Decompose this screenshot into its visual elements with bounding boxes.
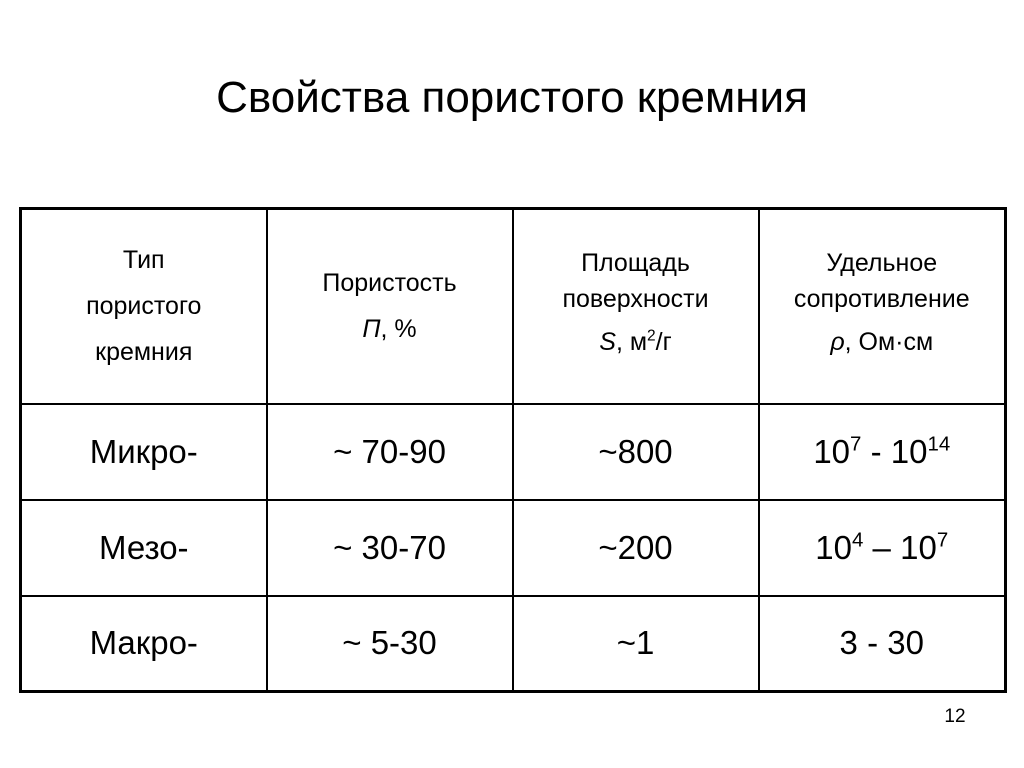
table-row	[21, 596, 1006, 692]
porosity-symbol: П	[362, 315, 381, 344]
resistivity-base-low: 10	[813, 432, 851, 470]
header-area-line2: поверхности	[562, 285, 709, 314]
area-unit-suffix: /г	[655, 328, 672, 357]
header-type-line3: кремния	[95, 338, 193, 367]
area-unit-prefix: , м	[615, 328, 648, 357]
resistivity-exp-high: 14	[927, 431, 951, 455]
resistivity-exp-high: 7	[936, 527, 949, 551]
porosity-unit-text: , %	[380, 315, 417, 344]
header-area-line1: Площадь	[581, 249, 690, 278]
table-header-row	[21, 209, 1006, 404]
cell-porosity: ~ 30-70	[267, 500, 513, 596]
cell-resistivity: 3 - 30	[759, 596, 1006, 692]
resistivity-symbol: ρ	[830, 328, 845, 357]
table-row	[21, 404, 1006, 500]
cell-porosity: ~ 70-90	[267, 404, 513, 500]
resistivity-exp-low: 4	[852, 527, 864, 551]
slide-title: Свойства пористого кремния	[216, 73, 808, 122]
resistivity-base-low: 10	[815, 528, 853, 566]
cell-type: Мезо-	[21, 500, 267, 596]
page-number: 12	[944, 706, 966, 727]
cell-area: ~800	[513, 404, 759, 500]
resistivity-unit-prefix: , Ом	[844, 328, 896, 357]
resistivity-separator: -	[861, 432, 891, 470]
header-resistivity-line1: Удельное	[826, 249, 938, 278]
header-resistivity-line2: сопротивление	[793, 285, 970, 314]
header-type	[21, 209, 267, 404]
header-porosity-label: Пористость	[322, 269, 457, 298]
area-symbol: S	[599, 328, 616, 357]
area-unit-exponent: 2	[647, 327, 656, 345]
resistivity-base-high: 10	[890, 432, 928, 470]
header-resistivity	[759, 209, 1006, 404]
resistivity-unit-suffix: см	[903, 328, 934, 357]
header-porosity-unit	[268, 306, 512, 352]
header-area-unit	[514, 317, 758, 367]
header-type-line1: Тип	[122, 246, 165, 275]
cell-type: Макро-	[21, 596, 267, 692]
header-surface-area	[513, 209, 759, 404]
header-resistivity-unit	[760, 317, 1005, 367]
resistivity-exp-low: 7	[850, 431, 862, 455]
header-porosity	[267, 209, 513, 404]
resistivity-unit-dot: ·	[895, 328, 904, 357]
header-type-line2: пористого	[86, 292, 202, 321]
properties-table	[19, 207, 1007, 693]
resistivity-base-high: 10	[900, 528, 937, 566]
cell-porosity: ~ 5-30	[267, 596, 513, 692]
cell-area: ~1	[513, 596, 759, 692]
table-row	[21, 500, 1006, 596]
cell-type: Микро-	[21, 404, 267, 500]
cell-resistivity	[759, 500, 1006, 596]
resistivity-separator: –	[863, 528, 901, 566]
cell-area: ~200	[513, 500, 759, 596]
cell-resistivity	[759, 404, 1006, 500]
